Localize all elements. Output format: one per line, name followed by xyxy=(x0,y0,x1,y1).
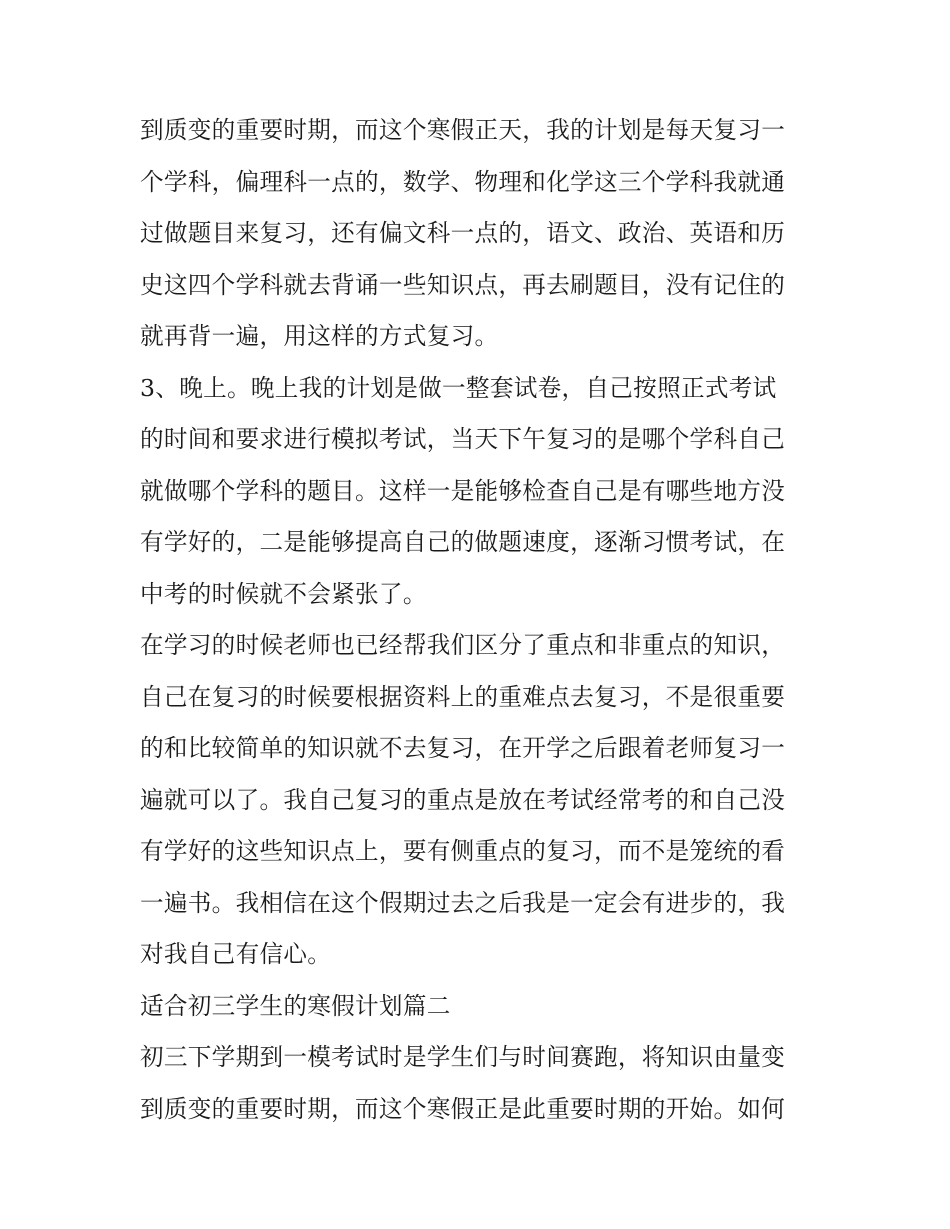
text-line: 一遍书。我相信在这个假期过去之后我是一定会有进步的，我 xyxy=(140,888,786,917)
section-heading: 适合初三学生的寒假计划篇二 xyxy=(140,991,451,1020)
text-line: 对我自己有信心。 xyxy=(140,940,332,968)
text-line: 的和比较简单的知识就不去复习，在开学之后跟着老师复习一 xyxy=(140,734,786,762)
text-line: 就再背一遍，用这样的方式复习。 xyxy=(140,322,499,350)
text-line: 的时间和要求进行模拟考试，当天下午复习的是哪个学科自己 xyxy=(140,425,786,453)
text-line: 在学习的时候老师也已经帮我们区分了重点和非重点的知识， xyxy=(140,631,786,659)
text-line: 有学好的这些知识点上，要有侧重点的复习，而不是笼统的看 xyxy=(140,837,786,865)
text-line: 过做题目来复习，还有偏文科一点的，语文、政治、英语和历 xyxy=(140,219,786,247)
text-line: 个学科，偏理科一点的，数学、物理和化学这三个学科我就通 xyxy=(140,167,786,196)
text-line: 有学好的，二是能够提高自己的做题速度，逐渐习惯考试，在 xyxy=(140,528,786,556)
text-line: 中考的时候就不会紧张了。 xyxy=(140,579,427,608)
text-line: 到质变的重要时期，而这个寒假正是此重要时期的开始。如何 xyxy=(140,1094,786,1123)
text-line: 3、晚上。晚上我的计划是做一整套试卷，自己按照正式考试 xyxy=(140,373,777,402)
document-body-text xyxy=(140,105,820,1135)
text-line: 就做哪个学科的题目。这样一是能够检查自己是有哪些地方没 xyxy=(140,476,786,505)
text-line: 遍就可以了。我自己复习的重点是放在考试经常考的和自己没 xyxy=(140,785,786,814)
text-line: 史这四个学科就去背诵一些知识点，再去刷题目，没有记住的 xyxy=(140,270,786,299)
text-line: 自己在复习的时候要根据资料上的重难点去复习，不是很重要 xyxy=(140,682,786,711)
text-line: 到质变的重要时期，而这个寒假正天，我的计划是每天复习一 xyxy=(140,116,786,144)
text-line: 初三下学期到一模考试时是学生们与时间赛跑，将知识由量变 xyxy=(140,1043,786,1071)
